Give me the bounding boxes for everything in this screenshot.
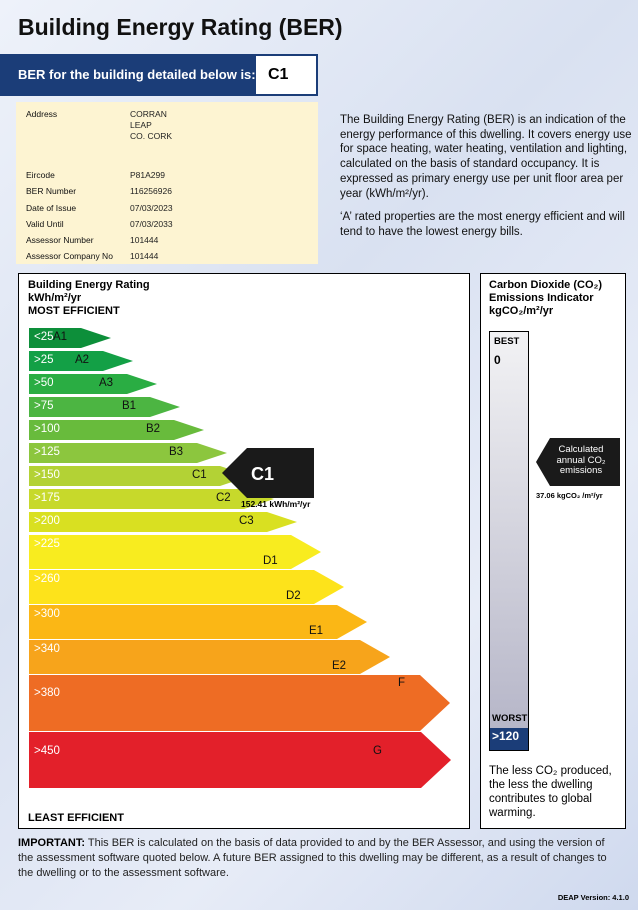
- important-text: This BER is calculated on the basis of data provided to and by the BER Assessor, and using the version of the assessment software quoted below. A future BER assigned to this dwelling may be different, as a result of changes to the dwelling or to the assessment software.: [18, 837, 607, 879]
- co2-pointer-text: Calculated annual CO₂ emissions: [556, 444, 606, 476]
- co2-unit: kgCO₂/m²/yr: [489, 305, 554, 317]
- energy-band-range: >380: [34, 687, 60, 699]
- description-paragraph-2: ‘A’ rated properties are the most energy efficient and will tend to have the lowest energy bills.: [340, 211, 625, 238]
- energy-band-range: >300: [34, 608, 60, 620]
- energy-band-b3: [29, 443, 227, 463]
- energy-band-code: F: [398, 677, 406, 689]
- energy-band-range: >125: [34, 446, 60, 458]
- energy-band-code: E2: [332, 660, 347, 672]
- energy-band-d1: [29, 535, 321, 569]
- energy-band-code: B2: [146, 423, 161, 435]
- energy-panel-heading: [28, 279, 150, 318]
- current-rating-value: 152.41 kWh/m²/yr: [241, 499, 311, 509]
- energy-band-code: G: [373, 745, 382, 757]
- energy-band-range: >75: [34, 400, 54, 412]
- energy-band-c1: [29, 466, 250, 486]
- energy-band-c3: [29, 512, 297, 532]
- energy-band-range: >260: [34, 573, 60, 585]
- co2-note: The less CO₂ produced, the less the dwelling contributes to global warming.: [489, 765, 612, 819]
- co2-title-line-1: Carbon Dioxide (CO₂): [489, 279, 603, 291]
- energy-band-code: C3: [239, 515, 254, 527]
- address-details: [16, 102, 318, 264]
- ber-result-bar: [0, 54, 318, 96]
- energy-band-range: >340: [34, 643, 60, 655]
- least-efficient-label: LEAST EFFICIENT: [28, 812, 124, 824]
- energy-band-code: C1: [192, 469, 207, 481]
- energy-band-code: A3: [99, 377, 114, 389]
- energy-band-code: A2: [75, 354, 90, 366]
- energy-band-code: A1: [53, 331, 68, 343]
- co2-value: 37.06 kgCO₂ /m²/yr: [536, 491, 603, 500]
- energy-band-range: >175: [34, 492, 60, 504]
- co2-heading: [489, 279, 602, 318]
- energy-band-shape: [29, 675, 450, 731]
- eircode-value: P81A299: [130, 170, 165, 180]
- important-prefix: IMPORTANT:: [18, 837, 86, 849]
- ber-number-value: 116256926: [130, 186, 172, 196]
- energy-panel-title: Building Energy Rating: [28, 279, 150, 291]
- most-efficient-label: MOST EFFICIENT: [28, 305, 120, 317]
- energy-panel-unit: kWh/m²/yr: [28, 292, 82, 304]
- energy-band-range: >100: [34, 423, 60, 435]
- energy-band-e2: [29, 640, 390, 674]
- co2-best-label: BEST: [494, 336, 520, 347]
- energy-band-code: B1: [122, 400, 137, 412]
- assessor-company-value: 101444: [130, 251, 159, 261]
- energy-band-code: C2: [216, 492, 231, 504]
- address-line-1: CORRAN: [130, 109, 167, 119]
- energy-band-a3: [29, 374, 157, 394]
- energy-band-range: >225: [34, 538, 60, 550]
- co2-panel: [480, 273, 626, 829]
- ber-number-label: BER Number: [26, 186, 77, 196]
- energy-band-range: >450: [34, 745, 60, 757]
- energy-band-f: [29, 675, 450, 731]
- energy-rating-panel: [18, 273, 470, 829]
- energy-band-code: D1: [263, 555, 278, 567]
- energy-band-shape: [29, 732, 451, 788]
- energy-band-code: D2: [286, 590, 301, 602]
- date-of-issue-label: Date of Issue: [26, 203, 77, 213]
- energy-band-range: >25: [34, 354, 54, 366]
- date-of-issue-value: 07/03/2023: [130, 203, 173, 213]
- energy-band-a1: [29, 328, 111, 348]
- ber-result-label: BER for the building detailed below is:: [18, 67, 256, 82]
- valid-until-value: 07/03/2033: [130, 219, 173, 229]
- deap-version: DEAP Version: 4.1.0: [557, 893, 629, 902]
- co2-best-value: 0: [494, 353, 501, 367]
- eircode-label: Eircode: [26, 170, 55, 180]
- assessor-number-label: Assessor Number: [26, 235, 94, 245]
- address-label: Address: [26, 109, 58, 119]
- energy-band-range: >150: [34, 469, 60, 481]
- energy-band-a2: [29, 351, 133, 371]
- description-paragraph-1: The Building Energy Rating (BER) is an indication of the energy performance of this dwelling. It covers energy use for space heating, water heating, ventilation and lighting, calculated on the basis of standard occupancy. It is expressed as primary energy use per unit floor area per year (kWh/m²/yr).: [340, 114, 632, 200]
- energy-band-b2: [29, 420, 204, 440]
- energy-band-b1: [29, 397, 180, 417]
- address-line-2: LEAP: [130, 120, 152, 130]
- assessor-company-label: Assessor Company No: [26, 251, 113, 261]
- co2-worst-value: >120: [492, 729, 520, 743]
- ber-result-value: C1: [256, 56, 316, 94]
- energy-band-code: B3: [169, 446, 184, 458]
- important-notice: [18, 836, 618, 881]
- current-rating-label: C1: [251, 464, 275, 484]
- page-title: Building Energy Rating (BER): [18, 14, 343, 40]
- energy-band-range: <25: [34, 331, 54, 343]
- assessor-number-value: 101444: [130, 235, 159, 245]
- co2-scale: [489, 331, 529, 751]
- energy-band-g: [29, 732, 451, 788]
- valid-until-label: Valid Until: [26, 219, 64, 229]
- energy-band-d2: [29, 570, 344, 604]
- energy-band-shape: [29, 466, 250, 486]
- ber-description: [340, 113, 632, 249]
- energy-band-range: >50: [34, 377, 54, 389]
- co2-worst-label: WORST: [492, 713, 528, 724]
- energy-band-shape: [29, 512, 297, 532]
- energy-band-e1: [29, 605, 367, 639]
- co2-title-line-2: Emissions Indicator: [489, 292, 594, 304]
- address-line-3: CO. CORK: [130, 131, 173, 141]
- energy-band-range: >200: [34, 515, 60, 527]
- energy-band-code: E1: [309, 625, 324, 637]
